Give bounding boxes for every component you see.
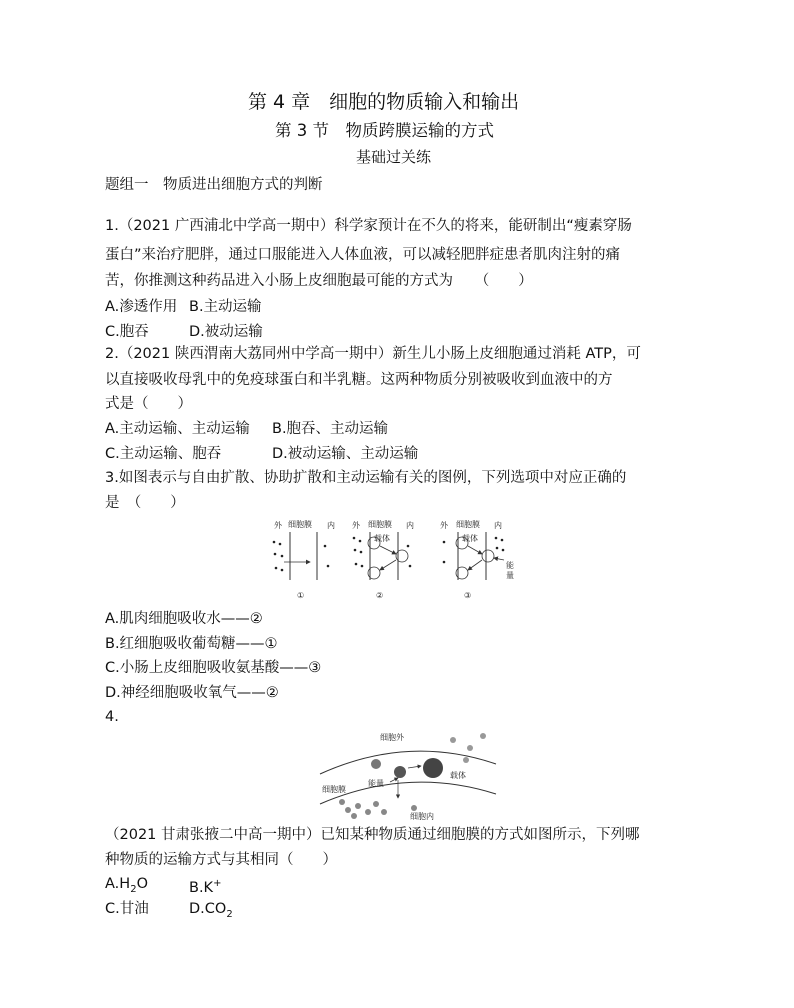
fig3-carrier-label-3: 载体 [462, 534, 478, 543]
q4-option-b: B.K+ [189, 878, 222, 896]
diagram-1-free-diffusion [273, 519, 335, 600]
q3-line1: 3.如图表示与自由扩散、协助扩散和主动运输有关的图例，下列选项中对应正确的 [105, 470, 627, 486]
fig3-out-label-2: 外 [352, 521, 360, 530]
q1-line3: 苦，你推测这种药品进入小肠上皮细胞最可能的方式为 （ ） [105, 273, 533, 289]
fig3-carrier-label-2: 载体 [374, 534, 390, 543]
q1-line2: 蛋白”来治疗肥胖，通过口服能进入人体血液，可以减轻肥胖症患者肌肉注射的痛 [105, 247, 621, 263]
q1-option-b: B.主动运输 [189, 299, 262, 315]
group-heading: 题组一 物质进出细胞方式的判断 [105, 177, 323, 193]
fig3-out-label-3: 外 [440, 521, 448, 530]
q2-line3: 式是（ ） [105, 396, 192, 412]
practice-title: 基础过关练 [356, 148, 432, 166]
transport-diagrams-figure [270, 516, 530, 602]
fig3-in-label-3: 内 [494, 521, 502, 530]
diagram-2-facilitated-diffusion [352, 519, 414, 600]
fig3-energy-label-2: 量 [506, 571, 514, 580]
q2-option-c: C.主动运输、胞吞 [105, 446, 222, 462]
fig4-membrane-label: 细胞膜 [322, 785, 346, 794]
q4-option-c: C.甘油 [105, 901, 149, 917]
fig3-membrane-label-2: 细胞膜 [368, 520, 392, 529]
q4-line2: 种物质的运输方式与其相同（ ） [105, 852, 337, 868]
section-title: 第 3 节 物质跨膜运输的方式 [275, 121, 494, 140]
fig4-inside-label: 细胞内 [410, 812, 434, 821]
q4-line1: （2021 甘肃张掖二中高一期中）已知某种物质通过细胞膜的方式如图所示，下列哪 [105, 827, 640, 843]
fig4-carrier-label: 载体 [450, 771, 466, 780]
q3-option-b: B.红细胞吸收葡萄糖——① [105, 636, 278, 652]
diagram-3-active-transport [440, 519, 514, 600]
q4-option-a: $A.H_2O$ [105, 876, 148, 895]
chapter-title: 第 4 章 细胞的物质输入和输出 [248, 91, 520, 113]
q1-option-a: A.渗透作用 [105, 299, 178, 315]
q1-option-d: D.被动运输 [189, 324, 263, 340]
q4-option-d: $D.CO_2$ [189, 901, 233, 920]
q2-line2: 以直接吸收母乳中的免疫球蛋白和半乳糖。这两种物质分别被吸收到血液中的方 [105, 372, 613, 388]
q3-line2: 是 （ ） [105, 495, 185, 511]
fig3-number-2: ② [376, 591, 384, 600]
q2-option-a: A.主动运输、主动运输 [105, 421, 250, 437]
fig3-number-1: ① [297, 591, 305, 600]
q3-option-d: D.神经细胞吸收氧气——② [105, 685, 279, 701]
q3-option-c: C.小肠上皮细胞吸收氨基酸——③ [105, 660, 322, 676]
fig3-out-label-1: 外 [274, 521, 282, 530]
q1-line1: 1.（2021 广西浦北中学高一期中）科学家预计在不久的将来，能研制出“瘦素穿肠 [105, 218, 632, 234]
fig3-in-label-2: 内 [406, 521, 414, 530]
fig4-outside-label: 细胞外 [380, 733, 404, 742]
q4-number: 4. [105, 709, 119, 725]
q1-option-c: C.胞吞 [105, 324, 149, 340]
fig3-membrane-label-1: 细胞膜 [288, 520, 312, 529]
fig3-number-3: ③ [464, 591, 472, 600]
q3-option-a: A.肌肉细胞吸收水——② [105, 611, 263, 627]
fig3-energy-label-1: 能 [506, 561, 514, 570]
fig3-membrane-label-3: 细胞膜 [456, 520, 480, 529]
fig3-in-label-1: 内 [327, 521, 335, 530]
fig4-energy-label: 能量 [368, 779, 384, 788]
q2-option-b: B.胞吞、主动运输 [272, 421, 389, 437]
membrane-transport-figure [318, 726, 498, 822]
q2-option-d: D.被动运输、主动运输 [272, 446, 419, 462]
q2-line1: 2.（2021 陕西渭南大荔同州中学高一期中）新生儿小肠上皮细胞通过消耗 ATP，可 [105, 346, 641, 362]
